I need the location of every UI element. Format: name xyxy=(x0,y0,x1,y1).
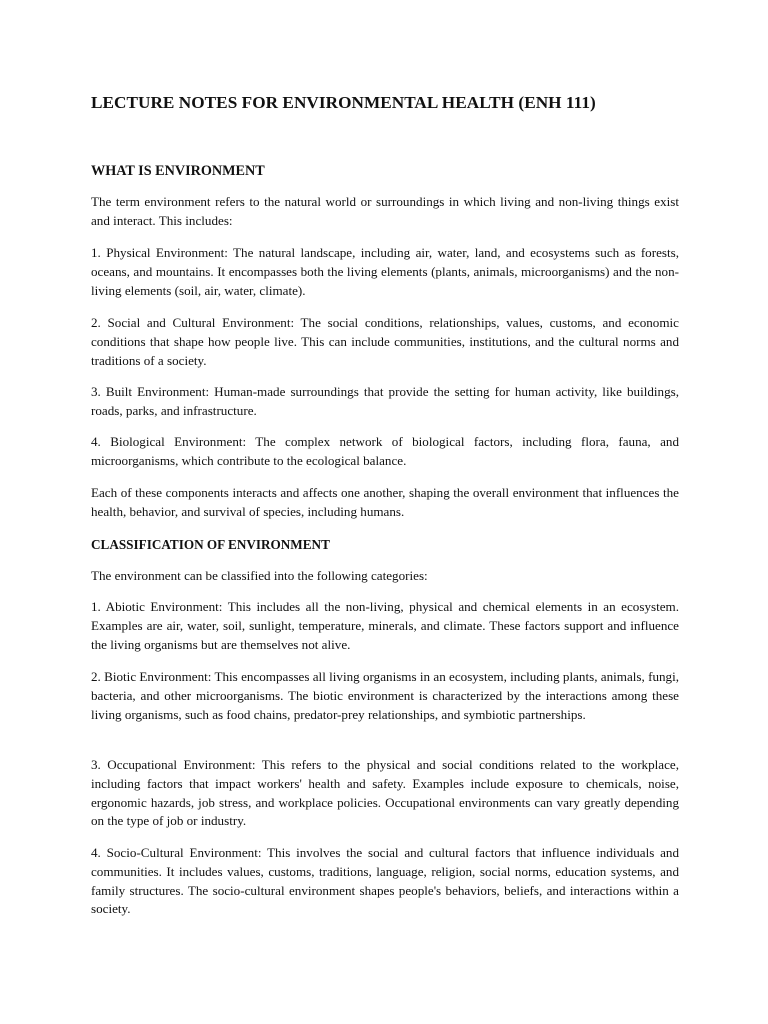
classification-intro-paragraph: The environment can be classified into the following categories: xyxy=(91,568,428,583)
abiotic-environment-paragraph: 1. Abiotic Environment: This includes all the non-living, physical and chemical elements in an ecosystem. Examples are air, water, soil, sunlight, temperature, minerals, and climate. These factors support and influence the living organisms but are themselves not alive. xyxy=(91,599,679,652)
environment-summary-paragraph: Each of these components interacts and affects one another, shaping the overall environment that influences the health, behavior, and survival of species, including humans. xyxy=(91,485,679,519)
document-title: LECTURE NOTES FOR ENVIRONMENTAL HEALTH (ENH 111) xyxy=(91,93,596,112)
occupational-environment-paragraph: 3. Occupational Environment: This refers to the physical and social conditions related to the workplace, including factors that impact workers' health and safety. Examples include exposure to chemicals, noise, ergonomic hazards, job stress, and workplace policies. Occupational environments can vary greatly depending on the type of job or industry. xyxy=(91,757,679,829)
section-heading-classification: CLASSIFICATION OF ENVIRONMENT xyxy=(91,537,330,552)
physical-environment-paragraph: 1. Physical Environment: The natural landscape, including air, water, land, and ecosystems such as forests, oceans, and mountains. It encompasses both the living elements (plants, animals, microorganisms) and the non-living elements (soil, air, water, climate). xyxy=(91,245,679,298)
socio-cultural-environment-paragraph: 4. Socio-Cultural Environment: This involves the social and cultural factors that influence individuals and communities. It includes values, customs, traditions, language, religion, social norms, education systems, and family structures. The socio-cultural environment shapes people's behaviors, beliefs, and interactions within a society. xyxy=(91,845,679,917)
built-environment-paragraph: 3. Built Environment: Human-made surroundings that provide the setting for human activity, like buildings, roads, parks, and infrastructure. xyxy=(91,384,679,418)
biotic-environment-paragraph: 2. Biotic Environment: This encompasses all living organisms in an ecosystem, including plants, animals, fungi, bacteria, and other microorganisms. The biotic environment is characterized by the interactions among these living organisms, such as food chains, predator-prey relationships, and symbiotic partnerships. xyxy=(91,669,679,722)
biological-environment-paragraph: 4. Biological Environment: The complex network of biological factors, including flora, fauna, and microorganisms, which contribute to the ecological balance. xyxy=(91,434,679,468)
section-heading-what-is-environment: WHAT IS ENVIRONMENT xyxy=(91,163,265,179)
social-cultural-environment-paragraph: 2. Social and Cultural Environment: The social conditions, relationships, values, customs, and economic conditions that shape how people live. This can include communities, institutions, and the cultural norms and traditions of a society. xyxy=(91,315,679,368)
environment-intro-paragraph: The term environment refers to the natural world or surroundings in which living and non-living things exist and interact. This includes: xyxy=(91,194,679,228)
